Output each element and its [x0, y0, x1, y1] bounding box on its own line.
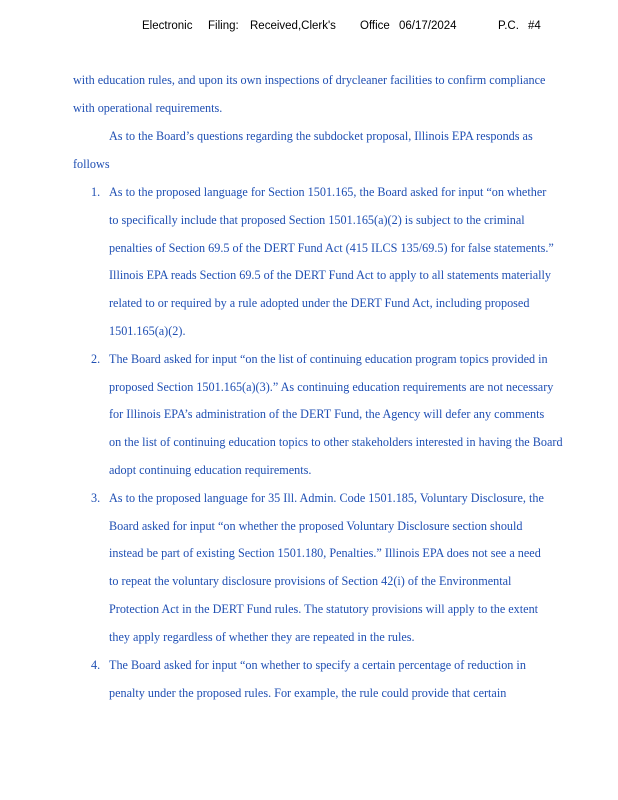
intro-line: follows — [73, 157, 110, 171]
header-received: Received,Clerk's — [250, 20, 336, 32]
list-item-line: on the list of continuing education topics to other stakeholders interested in having the Board — [109, 435, 563, 449]
list-item-line: to repeat the voluntary disclosure provisions of Section 42(i) of the Environmental — [109, 574, 512, 588]
header-date: 06/17/2024 — [399, 20, 457, 32]
header-pc-label: P.C. — [498, 20, 519, 32]
list-item-line: related to or required by a rule adopted under the DERT Fund Act, including proposed — [109, 296, 530, 310]
list-item-line: instead be part of existing Section 1501.180, Penalties.” Illinois EPA does not see a need — [109, 546, 541, 560]
list-item-number: 1. — [91, 185, 101, 199]
intro-line: As to the Board’s questions regarding the subdocket proposal, Illinois EPA responds as — [109, 129, 533, 143]
list-item-line: Illinois EPA reads Section 69.5 of the DERT Fund Act to apply to all statements materially — [109, 268, 552, 282]
header-office: Office — [360, 20, 390, 32]
list-item-line: Protection Act in the DERT Fund rules. The statutory provisions will apply to the extent — [109, 602, 539, 616]
list-item-number: 2. — [91, 352, 101, 366]
list-item-line: proposed Section 1501.165(a)(3).” As continuing education requirements are not necessary — [109, 380, 554, 394]
list-item-number: 4. — [91, 658, 101, 672]
list-item-line: 1501.165(a)(2). — [109, 324, 186, 338]
list-item-line: adopt continuing education requirements. — [109, 463, 312, 477]
list-item-line: penalty under the proposed rules. For example, the rule could provide that certain — [109, 686, 507, 700]
list-item-line: they apply regardless of whether they are repeated in the rules. — [109, 630, 415, 644]
list-item-line: Board asked for input “on whether the proposed Voluntary Disclosure section should — [109, 519, 523, 533]
filing-stamp-header — [0, 20, 618, 36]
list-item-line: As to the proposed language for Section 1501.165, the Board asked for input “on whether — [109, 185, 547, 199]
list-item-line: The Board asked for input “on whether to specify a certain percentage of reduction in — [109, 658, 526, 672]
list-item-line: to specifically include that proposed Section 1501.165(a)(2) is subject to the criminal — [109, 213, 525, 227]
list-item-number: 3. — [91, 491, 101, 505]
list-item-line: As to the proposed language for 35 Ill. Admin. Code 1501.185, Voluntary Disclosure, the — [109, 491, 544, 505]
header-electronic: Electronic — [142, 20, 193, 32]
intro-line: with education rules, and upon its own inspections of drycleaner facilities to confirm compliance — [73, 73, 546, 87]
list-item-line: The Board asked for input “on the list of continuing education program topics provided in — [109, 352, 548, 366]
intro-line: with operational requirements. — [73, 101, 223, 115]
header-filing: Filing: — [208, 20, 239, 32]
list-item-line: for Illinois EPA’s administration of the DERT Fund, the Agency will defer any comments — [109, 407, 545, 421]
header-pc-number: #4 — [528, 20, 541, 32]
list-item-line: penalties of Section 69.5 of the DERT Fund Act (415 ILCS 135/69.5) for false statements.” — [109, 241, 554, 255]
